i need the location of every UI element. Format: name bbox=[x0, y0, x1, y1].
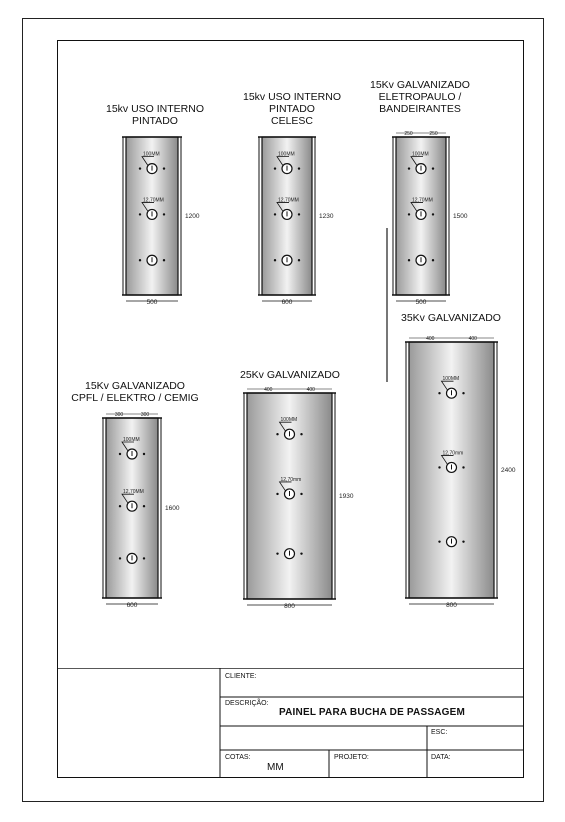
bolt-dot-right bbox=[163, 259, 165, 261]
bolt-dot-left bbox=[408, 259, 410, 261]
top-dim-right: 250 bbox=[429, 131, 438, 137]
height-dim-label: 2400 bbox=[501, 467, 516, 474]
bolt-dot-left bbox=[276, 493, 278, 495]
bolt-dot-right bbox=[163, 213, 165, 215]
data-label: DATA: bbox=[431, 754, 451, 761]
bolt-dot-right bbox=[462, 392, 464, 394]
esc-label: ESC: bbox=[431, 729, 448, 736]
hole-label: 12,70mm bbox=[442, 450, 464, 457]
bolt-dot-right bbox=[163, 167, 165, 169]
hole-label: 12,70MM bbox=[278, 197, 299, 204]
width-dim-label: 600 bbox=[281, 299, 293, 306]
hole-label: 100MM bbox=[280, 417, 298, 424]
bolt-dot-left bbox=[438, 392, 440, 394]
panel-title-1: 15kv USO INTERNO PINTADO bbox=[105, 103, 205, 127]
bolt-dot-left bbox=[274, 167, 276, 169]
cliente-label: CLIENTE: bbox=[225, 673, 257, 680]
hole-label: 12,70mm bbox=[280, 476, 302, 483]
bolt-dot-right bbox=[300, 493, 302, 495]
width-dim-label: 800 bbox=[284, 603, 295, 610]
panel-5 bbox=[243, 387, 354, 610]
cotas-value: MM bbox=[267, 762, 284, 773]
panel-3 bbox=[392, 131, 468, 306]
hole-label: 12,70MM bbox=[143, 197, 164, 204]
hole-label: 100MM bbox=[278, 151, 295, 158]
hole-label: 100MM bbox=[123, 437, 140, 443]
panel-2 bbox=[258, 137, 334, 306]
bolt-dot-right bbox=[143, 453, 145, 455]
bolt-dot-right bbox=[462, 540, 464, 542]
bolt-dot-left bbox=[408, 167, 410, 169]
hole-label: 12,70MM bbox=[412, 197, 433, 204]
panel-title-4: 15Kv GALVANIZADO CPFL / ELEKTRO / CEMIG bbox=[71, 380, 199, 404]
bolt-dot-right bbox=[143, 557, 145, 559]
bolt-dot-right bbox=[300, 552, 302, 554]
bolt-dot-left bbox=[139, 213, 141, 215]
bolt-dot-right bbox=[300, 433, 302, 435]
bolt-dot-right bbox=[298, 213, 300, 215]
projeto-label: PROJETO: bbox=[334, 754, 369, 761]
height-dim-label: 1500 bbox=[453, 213, 468, 220]
top-dim-right: 300 bbox=[140, 412, 150, 418]
title-block bbox=[57, 668, 524, 778]
bolt-dot-left bbox=[276, 433, 278, 435]
top-dim-left: 300 bbox=[114, 412, 124, 418]
panel-title-5: 25Kv GALVANIZADO bbox=[240, 369, 340, 381]
bolt-dot-left bbox=[119, 505, 121, 507]
bolt-dot-left bbox=[438, 540, 440, 542]
height-dim-label: 1230 bbox=[319, 213, 334, 220]
bolt-dot-left bbox=[139, 167, 141, 169]
width-dim-label: 500 bbox=[146, 299, 158, 306]
bolt-dot-right bbox=[432, 213, 434, 215]
bolt-dot-left bbox=[139, 259, 141, 261]
cotas-label: COTAS: bbox=[225, 754, 251, 761]
bolt-dot-left bbox=[408, 213, 410, 215]
top-dim-right: 400 bbox=[468, 336, 477, 342]
bolt-dot-left bbox=[276, 552, 278, 554]
descricao-value: PAINEL PARA BUCHA DE PASSAGEM bbox=[279, 707, 466, 718]
hole-label: 100MM bbox=[143, 151, 160, 158]
panel-title-2: 15kv USO INTERNO PINTADO CELESC bbox=[242, 91, 342, 127]
bolt-dot-right bbox=[298, 167, 300, 169]
bolt-dot-right bbox=[143, 505, 145, 507]
height-dim-label: 1200 bbox=[185, 213, 200, 220]
top-dim-left: 250 bbox=[404, 131, 413, 137]
width-dim-label: 800 bbox=[446, 602, 457, 609]
height-dim-label: 1600 bbox=[165, 505, 180, 512]
bolt-dot-left bbox=[119, 557, 121, 559]
bolt-dot-right bbox=[432, 167, 434, 169]
height-dim-label: 1930 bbox=[339, 493, 354, 500]
top-dim-left: 400 bbox=[264, 387, 273, 393]
panel-4 bbox=[102, 412, 180, 609]
panel-title-3: 15Kv GALVANIZADO ELETROPAULO / BANDEIRANTES bbox=[370, 79, 470, 115]
bolt-dot-left bbox=[119, 453, 121, 455]
top-dim-left: 400 bbox=[426, 336, 435, 342]
panel-1 bbox=[122, 137, 200, 306]
bolt-dot-right bbox=[462, 466, 464, 468]
panel-6 bbox=[405, 336, 516, 609]
width-dim-label: 600 bbox=[126, 602, 138, 609]
width-dim-label: 500 bbox=[415, 299, 427, 306]
descricao-label: DESCRIÇÃO: bbox=[225, 700, 269, 707]
bolt-dot-left bbox=[274, 213, 276, 215]
hole-label: 100MM bbox=[442, 376, 460, 383]
top-dim-right: 400 bbox=[306, 387, 315, 393]
hole-label: 12,70MM bbox=[123, 489, 144, 496]
hole-label: 100MM bbox=[412, 151, 429, 158]
bolt-dot-right bbox=[298, 259, 300, 261]
panel-title-6: 35Kv GALVANIZADO bbox=[401, 312, 501, 324]
bolt-dot-left bbox=[438, 466, 440, 468]
bolt-dot-right bbox=[432, 259, 434, 261]
bolt-dot-left bbox=[274, 259, 276, 261]
